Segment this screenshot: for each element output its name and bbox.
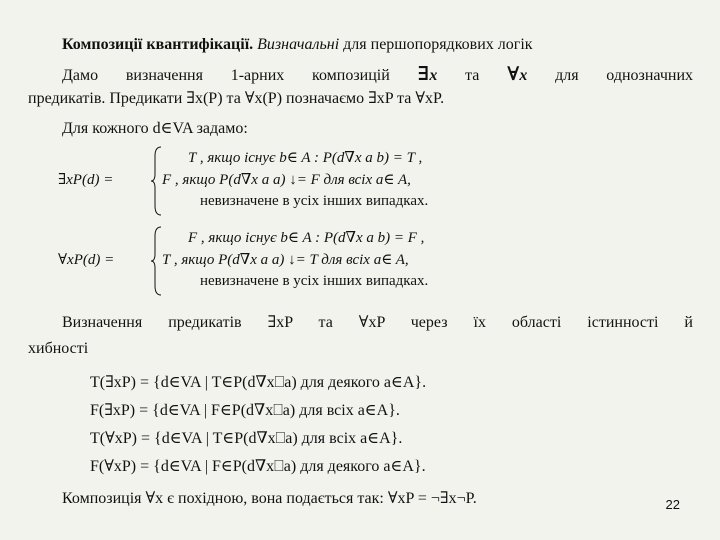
var-x: x xyxy=(429,67,438,84)
def-forall-case2: T , якщо P(d∇x a a) ↓= T для всіх a∈ A, xyxy=(162,252,409,268)
para1-line1 xyxy=(28,64,693,87)
last-line: Композиція ∀x є похідною, вона подається так: ∀xP = ¬∃x¬P. xyxy=(62,490,477,507)
page-number: 22 xyxy=(665,497,680,512)
brace-icon xyxy=(150,226,160,296)
def-exists-lhs: ∃xP(d) = xyxy=(58,172,114,188)
def-forall-lhs: ∀xP(d) = xyxy=(58,252,115,268)
para2: Для кожного d∈VA задамо: xyxy=(62,120,248,137)
set-def-line: T(∃xP) = {d∈VA | T∈P(d∇x⎕a) для деякого a∈A}. xyxy=(90,374,427,391)
set-def-line: T(∀xP) = {d∈VA | T∈P(d∇x⎕a) для всіх a∈A}. xyxy=(90,430,403,447)
def-forall-case3: невизначене в усіх інших випадках. xyxy=(200,273,429,289)
def-forall-case1: F , якщо існує b∈ A : P(d∇x a b) = F , xyxy=(188,230,425,246)
set-def-line: F(∀xP) = {d∈VA | F∈P(d∇x⎕a) для деякого a∈A}. xyxy=(90,458,426,475)
var-x: x xyxy=(519,67,528,84)
def-exists-case2: F , якщо P(d∇x a a) ↓= F для всіх a∈ A, xyxy=(162,172,411,188)
para1-ta: та xyxy=(465,67,480,84)
set-def-line: F(∃xP) = {d∈VA | F∈P(d∇x⎕a) для всіх a∈A}. xyxy=(90,402,400,419)
para1-text-b: для однозначних xyxy=(555,67,694,84)
para1-text-a: Дамо визначення 1-арних композицій xyxy=(62,67,390,84)
def-exists-case3: невизначене в усіх інших випадках. xyxy=(200,193,429,209)
heading xyxy=(28,34,693,56)
para1-line2: предикатів. Предикати ∃x(P) та ∀x(P) позначаємо ∃xP та ∀xP. xyxy=(28,90,445,107)
exists-symbol: ∃ xyxy=(417,64,430,85)
forall-symbol: ∀ xyxy=(507,64,520,85)
heading-italic: Визначальні xyxy=(257,36,340,53)
def-exists xyxy=(58,146,538,216)
def-exists-case1: T , якщо існує b∈ A : P(d∇x a b) = T , xyxy=(188,150,423,166)
def-forall xyxy=(58,226,538,296)
heading-rest: для першопорядкових логік xyxy=(343,36,533,53)
para3-line2: хибності xyxy=(28,340,89,357)
heading-bold: Композиції квантифікації. xyxy=(62,36,254,53)
brace-icon xyxy=(150,146,160,216)
para3-line1: Визначення предикатів ∃xP та ∀xP через їх області істинності й xyxy=(62,314,693,331)
